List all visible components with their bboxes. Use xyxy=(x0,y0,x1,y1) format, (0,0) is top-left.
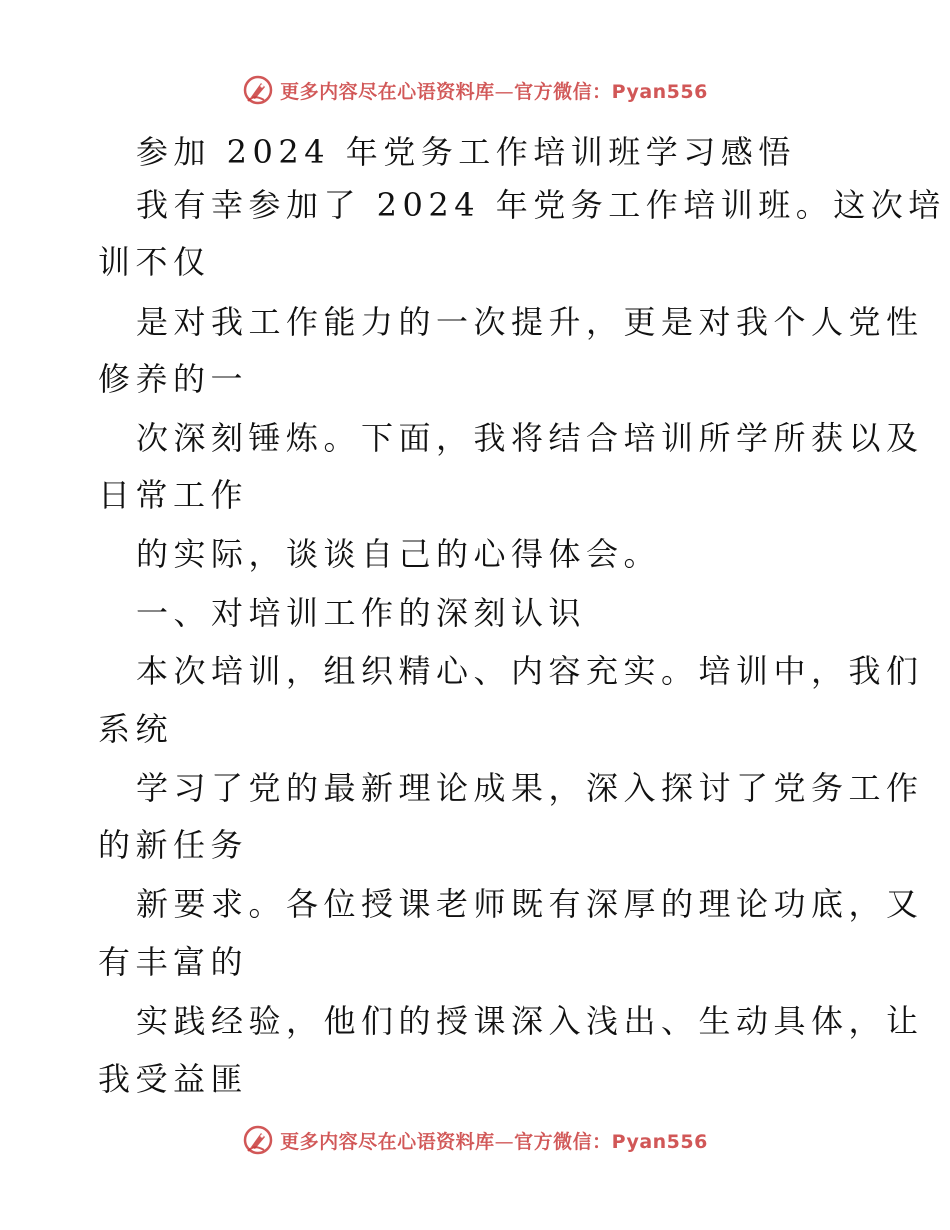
banner-main-text: 更多内容尽在心语资料库 xyxy=(280,1130,495,1153)
text-line: 的实际，谈谈自己的心得体会。 xyxy=(136,535,662,573)
text-line: 修养的一 xyxy=(98,360,249,398)
text-line: 的新任务 xyxy=(98,826,249,864)
banner-main-text: 更多内容尽在心语资料库 xyxy=(280,80,495,103)
text-line: 日常工作 xyxy=(98,476,249,514)
text-line: 有丰富的 xyxy=(98,943,249,981)
text-line: 系统 xyxy=(98,710,174,748)
text-line: 我受益匪 xyxy=(98,1060,249,1098)
pen-nib-logo-icon xyxy=(242,1124,274,1156)
text-line: 训不仅 xyxy=(98,243,211,281)
banner-contact-text: 官方微信：Pyan556 xyxy=(514,1130,708,1153)
text-line: 我有幸参加了 2024 年党务工作培训班。这次培 xyxy=(136,186,946,224)
banner-dash: — xyxy=(494,1130,515,1153)
text-line: 次深刻锤炼。下面，我将结合培训所学所获以及 xyxy=(136,419,924,457)
footer-banner xyxy=(0,1120,950,1160)
banner-dash: — xyxy=(494,80,515,103)
banner-contact-text: 官方微信：Pyan556 xyxy=(514,80,708,103)
text-line: 本次培训，组织精心、内容充实。培训中，我们 xyxy=(136,652,924,690)
text-line: 新要求。各位授课老师既有深厚的理论功底，又 xyxy=(136,885,924,923)
text-line: 是对我工作能力的一次提升，更是对我个人党性 xyxy=(136,303,924,341)
pen-nib-logo-icon xyxy=(242,74,274,106)
section-heading: 一、对培训工作的深刻认识 xyxy=(136,594,587,632)
header-banner xyxy=(0,70,950,110)
text-line: 学习了党的最新理论成果，深入探讨了党务工作 xyxy=(136,769,924,807)
banner-text xyxy=(280,1127,708,1154)
document-title: 参加 2024 年党务工作培训班学习感悟 xyxy=(136,133,796,171)
banner-text xyxy=(280,77,708,104)
text-line: 实践经验，他们的授课深入浅出、生动具体，让 xyxy=(136,1002,924,1040)
